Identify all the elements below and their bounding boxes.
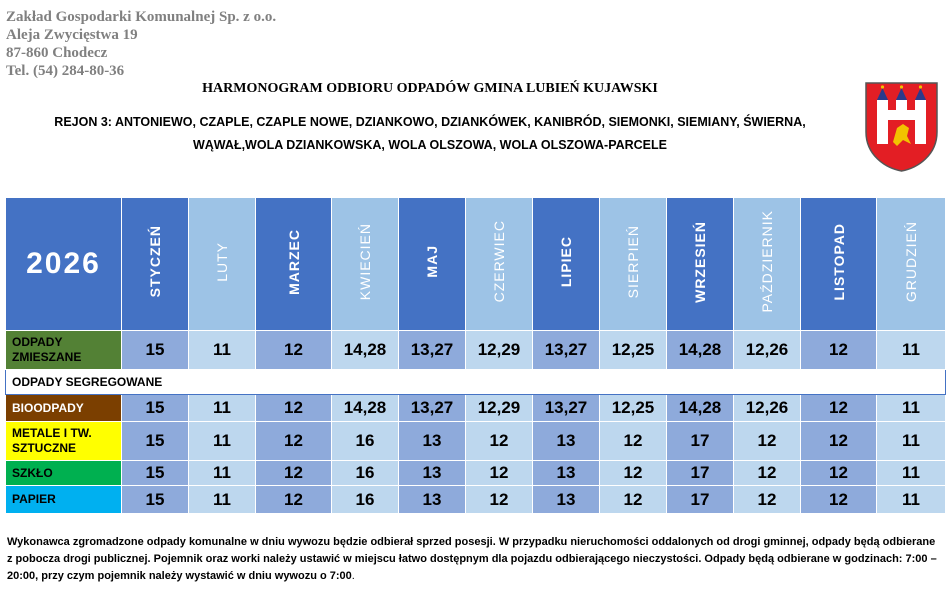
row-label-metal: METALE I TW. SZTUCZNE xyxy=(6,422,122,461)
date-cell: 12 xyxy=(256,422,332,461)
date-cell: 13,27 xyxy=(533,395,600,422)
company-info xyxy=(6,8,276,80)
segregated-row xyxy=(6,370,946,395)
date-cell: 12,26 xyxy=(734,395,801,422)
date-cell: 13 xyxy=(399,486,466,514)
glass-row xyxy=(6,461,946,486)
date-cell: 14,28 xyxy=(667,331,734,370)
date-cell: 17 xyxy=(667,422,734,461)
collection-note-text: Wykonawca zgromadzone odpady komunalne w dniu wywozu będzie odbierał sprzed posesji. W przypadku nieruchomości oddalonych od drogi gminnej, odpady będą odbierane z pobocza drogi publicznej. Pojemnik oraz worki należy ustawić w miejscu łatwo dostępnym dla pojazdu odbierającego nieczystości. Odpady będą odbierane w godzinach: 7:00 – 20:00, przy czym pojemnik należy wystawić w dniu wywozu o 7:00 xyxy=(7,536,937,582)
row-label-bio: BIOODPADY xyxy=(6,395,122,422)
month-header: LUTY xyxy=(189,198,256,331)
date-cell: 14,28 xyxy=(667,395,734,422)
date-cell: 14,28 xyxy=(332,395,399,422)
date-cell: 12 xyxy=(600,486,667,514)
segregated-label: ODPADY SEGREGOWANE xyxy=(6,370,946,395)
date-cell: 11 xyxy=(877,486,946,514)
date-cell: 15 xyxy=(122,461,189,486)
date-cell: 12,25 xyxy=(600,395,667,422)
date-cell: 12 xyxy=(801,461,877,486)
date-cell: 13 xyxy=(533,486,600,514)
date-cell: 12 xyxy=(256,461,332,486)
row-label-glass: SZKŁO xyxy=(6,461,122,486)
date-cell: 12 xyxy=(801,486,877,514)
date-cell: 12,25 xyxy=(600,331,667,370)
date-cell: 12,29 xyxy=(466,395,533,422)
region-line-1: REJON 3: ANTONIEWO, CZAPLE, CZAPLE NOWE, DZIANKOWO, DZIANKÓWEK, KANIBRÓD, SIEMONKI, SIEMIANY, ŚWIERNA, xyxy=(54,115,806,129)
paper-row xyxy=(6,486,946,514)
date-cell: 15 xyxy=(122,422,189,461)
metal-plastic-row xyxy=(6,422,946,461)
date-cell: 11 xyxy=(877,461,946,486)
date-cell: 13,27 xyxy=(533,331,600,370)
row-label-mixed: ODPADY ZMIESZANE xyxy=(6,331,122,370)
date-cell: 12 xyxy=(734,422,801,461)
date-cell: 12 xyxy=(801,331,877,370)
bio-waste-row xyxy=(6,395,946,422)
date-cell: 12 xyxy=(256,486,332,514)
date-cell: 17 xyxy=(667,486,734,514)
date-cell: 13 xyxy=(399,461,466,486)
row-label-paper: PAPIER xyxy=(6,486,122,514)
month-header: SIERPIEŃ xyxy=(600,198,667,331)
date-cell: 11 xyxy=(189,486,256,514)
header-row xyxy=(6,198,946,331)
date-cell: 15 xyxy=(122,395,189,422)
collection-note xyxy=(7,534,943,585)
company-name: Zakład Gospodarki Komunalnej Sp. z o.o. xyxy=(6,9,277,25)
date-cell: 17 xyxy=(667,461,734,486)
date-cell: 12 xyxy=(256,331,332,370)
company-phone: Tel. (54) 284-80-36 xyxy=(6,63,125,79)
date-cell: 15 xyxy=(122,331,189,370)
date-cell: 11 xyxy=(877,395,946,422)
date-cell: 15 xyxy=(122,486,189,514)
month-header: STYCZEŃ xyxy=(122,198,189,331)
year-cell: 2026 xyxy=(6,198,122,331)
date-cell: 16 xyxy=(332,422,399,461)
date-cell: 13 xyxy=(533,422,600,461)
date-cell: 13 xyxy=(533,461,600,486)
month-header: LIPIEC xyxy=(533,198,600,331)
date-cell: 11 xyxy=(189,461,256,486)
date-cell: 16 xyxy=(332,461,399,486)
date-cell: 12 xyxy=(256,395,332,422)
date-cell: 12 xyxy=(600,422,667,461)
month-header: PAŹDZIERNIK xyxy=(734,198,801,331)
date-cell: 11 xyxy=(877,331,946,370)
date-cell: 11 xyxy=(189,422,256,461)
date-cell: 11 xyxy=(189,395,256,422)
region-line-2: WĄWAŁ,WOLA DZIANKOWSKA, WOLA OLSZOWA, WOLA OLSZOWA-PARCELE xyxy=(192,138,667,152)
company-city: 87-860 Chodecz xyxy=(6,45,108,61)
month-header: MARZEC xyxy=(256,198,332,331)
date-cell: 12 xyxy=(466,486,533,514)
schedule-table xyxy=(5,197,946,514)
month-header: MAJ xyxy=(399,198,466,331)
page-title: HARMONOGRAM ODBIORU ODPADÓW GMINA LUBIEŃ KUJAWSKI xyxy=(202,81,658,96)
date-cell: 13,27 xyxy=(399,331,466,370)
mixed-waste-row xyxy=(6,331,946,370)
month-header: KWIECIEŃ xyxy=(332,198,399,331)
date-cell: 11 xyxy=(189,331,256,370)
date-cell: 16 xyxy=(332,486,399,514)
date-cell: 12 xyxy=(600,461,667,486)
date-cell: 12 xyxy=(734,461,801,486)
month-header: WRZESIEŃ xyxy=(667,198,734,331)
collection-note-end: . xyxy=(351,570,355,582)
date-cell: 12 xyxy=(466,422,533,461)
town-coat-of-arms-icon xyxy=(863,80,940,173)
date-cell: 12 xyxy=(466,461,533,486)
month-header: LISTOPAD xyxy=(801,198,877,331)
date-cell: 12 xyxy=(801,395,877,422)
date-cell: 12,29 xyxy=(466,331,533,370)
company-street: Aleja Zwycięstwa 19 xyxy=(6,27,138,43)
month-header: CZERWIEC xyxy=(466,198,533,331)
date-cell: 12,26 xyxy=(734,331,801,370)
date-cell: 13,27 xyxy=(399,395,466,422)
date-cell: 12 xyxy=(734,486,801,514)
date-cell: 12 xyxy=(801,422,877,461)
date-cell: 14,28 xyxy=(332,331,399,370)
month-header: GRUDZIEŃ xyxy=(877,198,946,331)
date-cell: 13 xyxy=(399,422,466,461)
date-cell: 11 xyxy=(877,422,946,461)
